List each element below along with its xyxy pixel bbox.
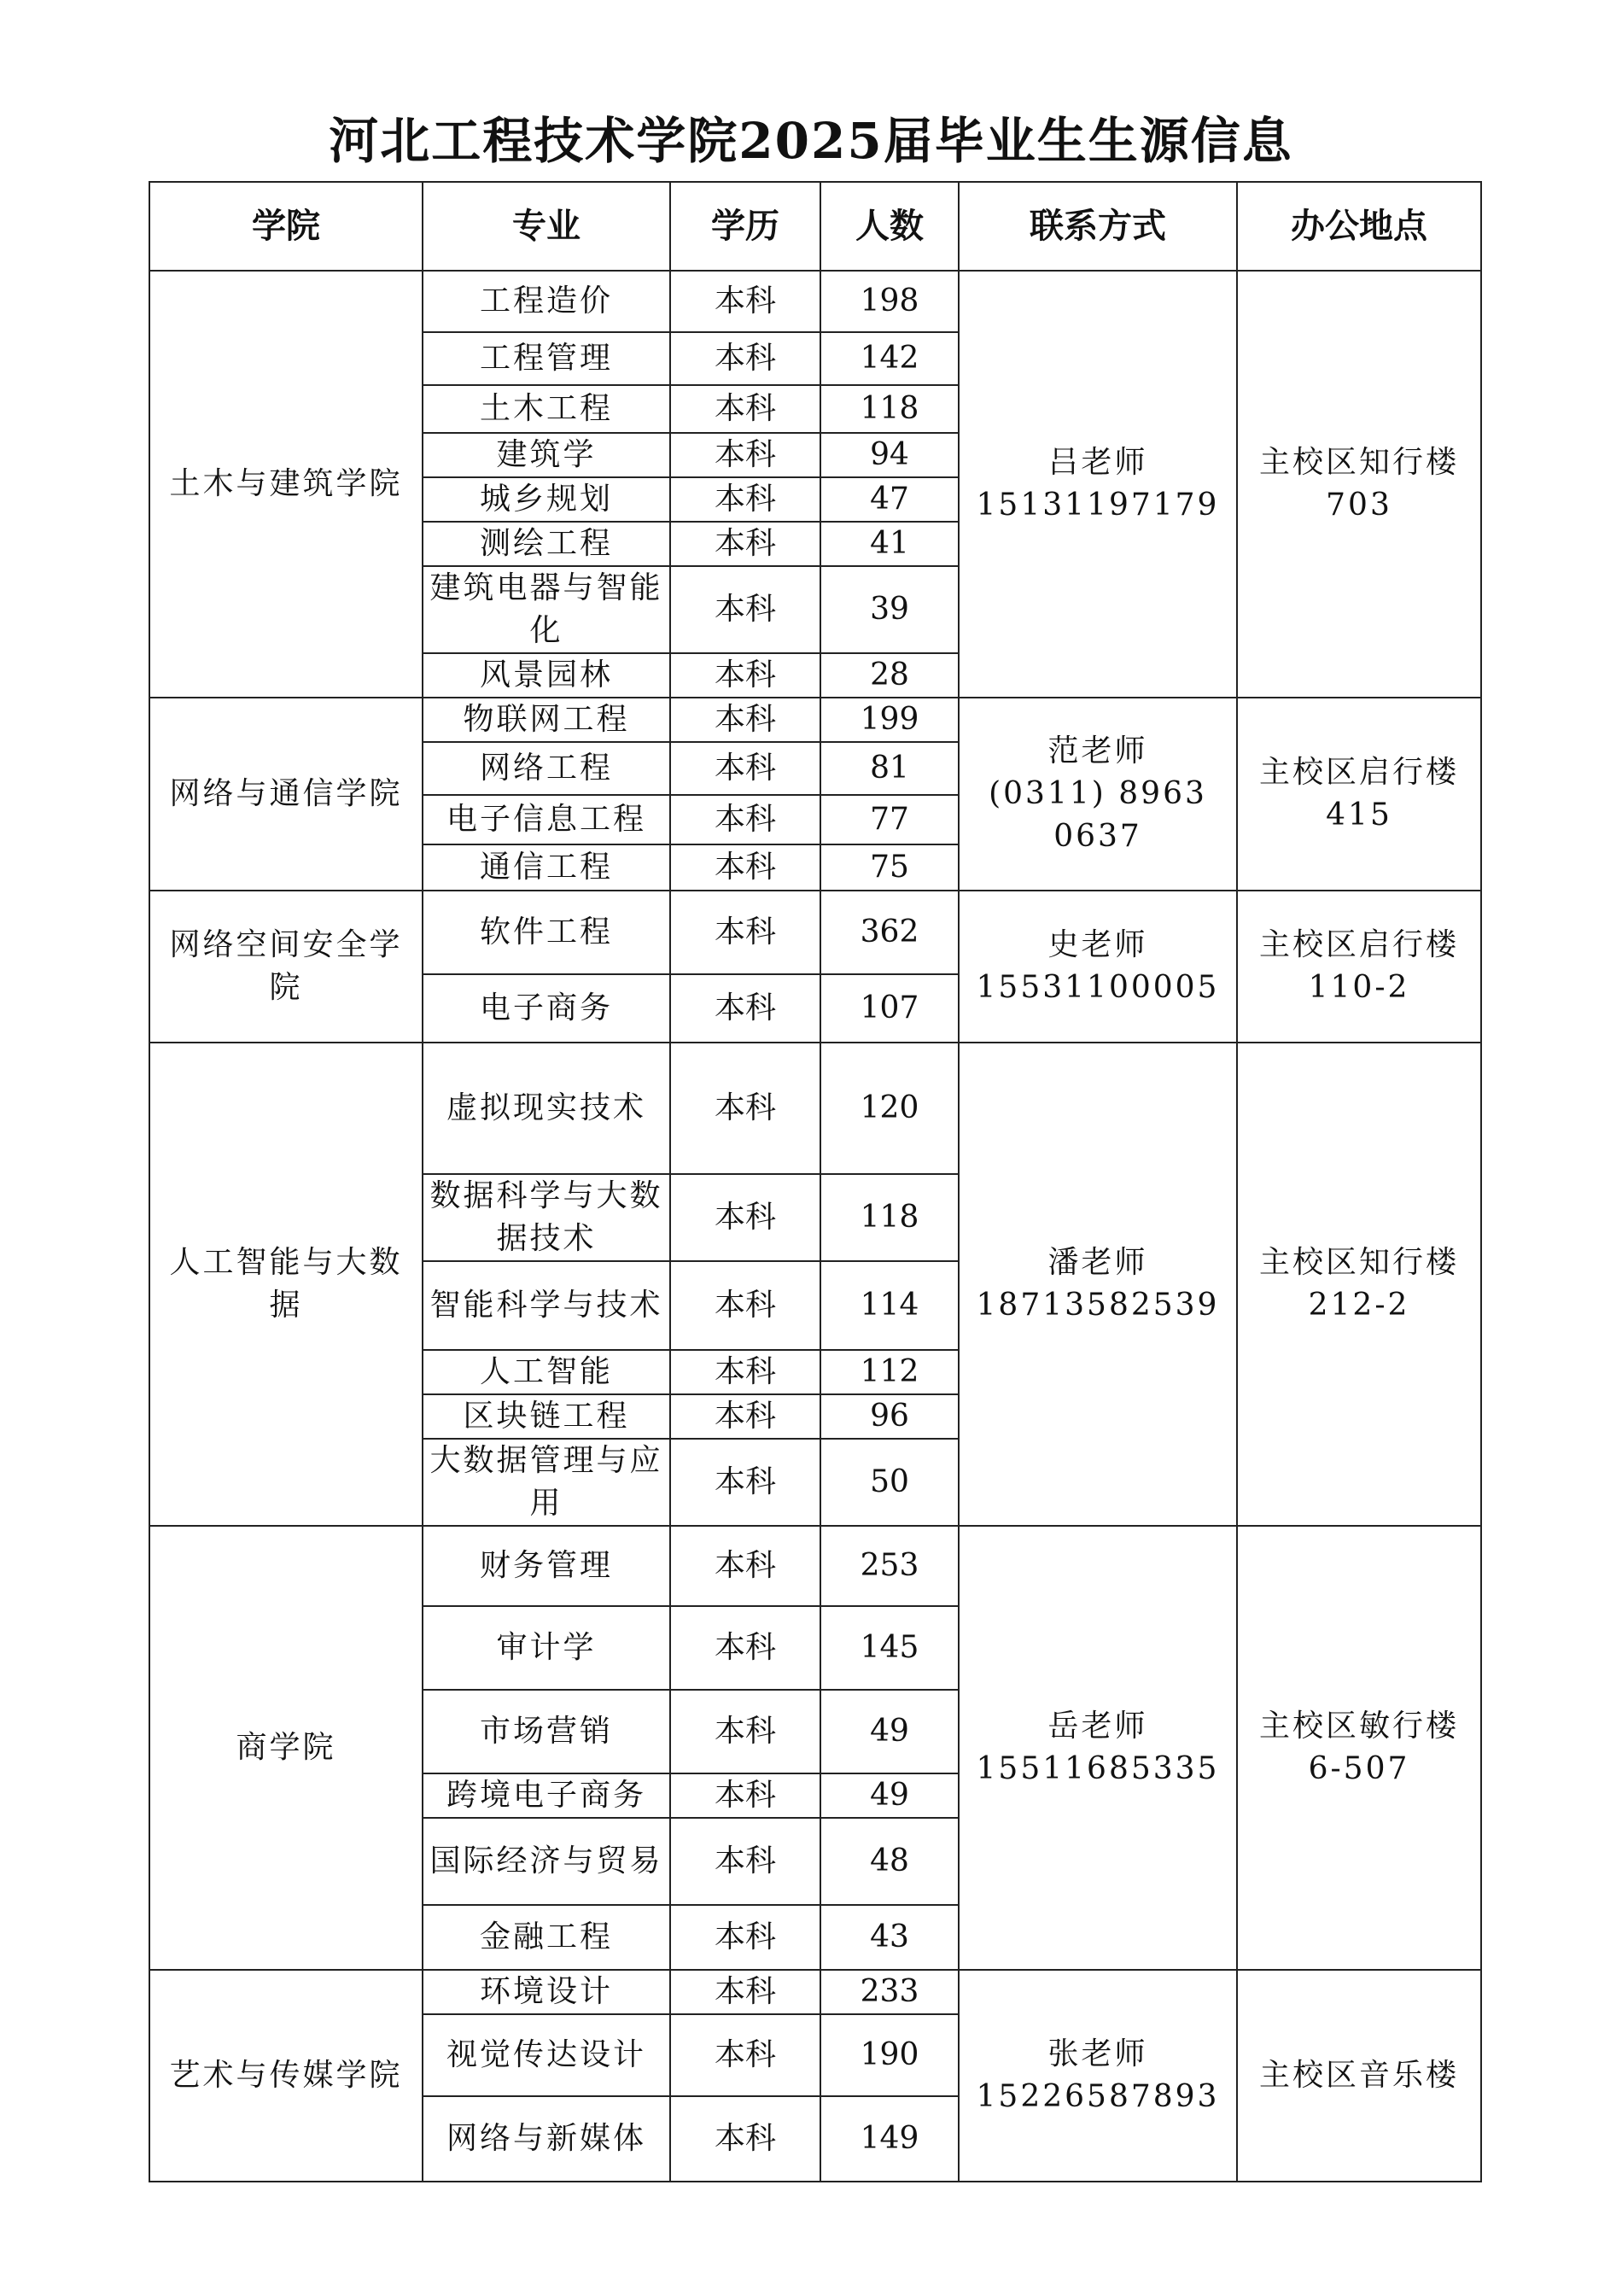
degree-cell: 本科 (670, 974, 820, 1043)
major-cell: 人工智能 (423, 1350, 670, 1394)
degree-cell: 本科 (670, 1905, 820, 1970)
count-cell: 199 (820, 698, 959, 742)
degree-cell: 本科 (670, 844, 820, 891)
office-room: 415 (1326, 797, 1392, 833)
count-cell: 142 (820, 332, 959, 385)
degree-cell: 本科 (670, 795, 820, 844)
count-cell: 41 (820, 522, 959, 566)
office-room: 6-507 (1308, 1751, 1410, 1786)
major-cell: 审计学 (423, 1606, 670, 1690)
major-cell: 网络与新媒体 (423, 2096, 670, 2182)
count-cell: 118 (820, 1174, 959, 1261)
count-cell: 77 (820, 795, 959, 844)
major-cell: 财务管理 (423, 1526, 670, 1606)
degree-cell: 本科 (670, 2096, 820, 2182)
contact-phone: 15511685335 (976, 1751, 1220, 1786)
degree-cell: 本科 (670, 566, 820, 653)
count-cell: 107 (820, 974, 959, 1043)
major-cell: 网络工程 (423, 742, 670, 795)
contact-name: 范老师 (1047, 733, 1148, 768)
degree-cell: 本科 (670, 477, 820, 522)
degree-cell: 本科 (670, 1350, 820, 1394)
major-cell: 风景园林 (423, 653, 670, 698)
table-row (149, 271, 1481, 332)
count-cell: 39 (820, 566, 959, 653)
college-cell: 网络空间安全学院 (149, 891, 423, 1043)
contact-cell (959, 1526, 1237, 1970)
office-room: 212-2 (1308, 1288, 1410, 1323)
major-cell: 区块链工程 (423, 1394, 670, 1439)
major-cell: 建筑电器与智能化 (423, 566, 670, 653)
college-cell: 艺术与传媒学院 (149, 1970, 423, 2182)
degree-cell: 本科 (670, 385, 820, 433)
count-cell: 47 (820, 477, 959, 522)
major-cell: 跨境电子商务 (423, 1773, 670, 1818)
college-cell: 网络与通信学院 (149, 698, 423, 891)
degree-cell: 本科 (670, 1773, 820, 1818)
major-cell: 建筑学 (423, 433, 670, 477)
contact-cell (959, 698, 1237, 891)
count-cell: 94 (820, 433, 959, 477)
office-room: 110-2 (1308, 970, 1410, 1005)
count-cell: 362 (820, 891, 959, 974)
contact-name: 史老师 (1047, 927, 1148, 962)
major-cell: 城乡规划 (423, 477, 670, 522)
count-cell: 198 (820, 271, 959, 332)
header-count: 人数 (820, 182, 959, 271)
degree-cell: 本科 (670, 522, 820, 566)
count-cell: 43 (820, 1905, 959, 1970)
degree-cell: 本科 (670, 332, 820, 385)
graduate-info-table (149, 181, 1482, 2182)
count-cell: 96 (820, 1394, 959, 1439)
major-cell: 软件工程 (423, 891, 670, 974)
major-cell: 通信工程 (423, 844, 670, 891)
header-office: 办公地点 (1237, 182, 1481, 271)
degree-cell: 本科 (670, 271, 820, 332)
count-cell: 81 (820, 742, 959, 795)
contact-cell (959, 891, 1237, 1043)
contact-name: 吕老师 (1047, 445, 1148, 480)
degree-cell: 本科 (670, 653, 820, 698)
count-cell: 120 (820, 1043, 959, 1174)
degree-cell: 本科 (670, 742, 820, 795)
contact-phone: 18713582539 (976, 1288, 1220, 1323)
count-cell: 112 (820, 1350, 959, 1394)
major-cell: 数据科学与大数据技术 (423, 1174, 670, 1261)
count-cell: 114 (820, 1261, 959, 1350)
graduate-table-container (149, 181, 1480, 2182)
major-cell: 大数据管理与应用 (423, 1439, 670, 1526)
header-major: 专业 (423, 182, 670, 271)
office-cell (1237, 1970, 1481, 2182)
contact-phone: 15531100005 (976, 970, 1220, 1005)
contact-name: 张老师 (1047, 2036, 1148, 2071)
office-cell (1237, 1043, 1481, 1526)
college-cell: 人工智能与大数据 (149, 1043, 423, 1526)
degree-cell: 本科 (670, 1818, 820, 1905)
degree-cell: 本科 (670, 1394, 820, 1439)
table-row (149, 1043, 1481, 1174)
table-body (149, 271, 1481, 2182)
major-cell: 智能科学与技术 (423, 1261, 670, 1350)
count-cell: 253 (820, 1526, 959, 1606)
major-cell: 国际经济与贸易 (423, 1818, 670, 1905)
degree-cell: 本科 (670, 433, 820, 477)
major-cell: 金融工程 (423, 1905, 670, 1970)
degree-cell: 本科 (670, 1174, 820, 1261)
contact-name: 岳老师 (1047, 1709, 1148, 1744)
count-cell: 75 (820, 844, 959, 891)
document-title: 河北工程技术学院2025届毕业生生源信息 (329, 112, 1293, 170)
count-cell: 48 (820, 1818, 959, 1905)
count-cell: 50 (820, 1439, 959, 1526)
office-cell (1237, 698, 1481, 891)
major-cell: 测绘工程 (423, 522, 670, 566)
office-building: 主校区知行楼 (1258, 1245, 1459, 1280)
contact-phone: (0311) 8963 0637 (989, 776, 1207, 854)
major-cell: 虚拟现实技术 (423, 1043, 670, 1174)
major-cell: 物联网工程 (423, 698, 670, 742)
header-college: 学院 (149, 182, 423, 271)
major-cell: 环境设计 (423, 1970, 670, 2014)
college-cell: 土木与建筑学院 (149, 271, 423, 698)
degree-cell: 本科 (670, 1526, 820, 1606)
major-cell: 视觉传达设计 (423, 2014, 670, 2096)
table-row (149, 698, 1481, 742)
major-cell: 工程造价 (423, 271, 670, 332)
count-cell: 49 (820, 1690, 959, 1773)
contact-phone: 15131197179 (976, 488, 1220, 523)
office-cell (1237, 1526, 1481, 1970)
office-cell (1237, 271, 1481, 698)
contact-cell (959, 1043, 1237, 1526)
office-building: 主校区启行楼 (1258, 927, 1459, 962)
degree-cell: 本科 (670, 2014, 820, 2096)
degree-cell: 本科 (670, 1690, 820, 1773)
count-cell: 49 (820, 1773, 959, 1818)
table-row (149, 1970, 1481, 2014)
header-degree: 学历 (670, 182, 820, 271)
table-row (149, 1526, 1481, 1606)
count-cell: 28 (820, 653, 959, 698)
degree-cell: 本科 (670, 891, 820, 974)
degree-cell: 本科 (670, 1261, 820, 1350)
degree-cell: 本科 (670, 1043, 820, 1174)
major-cell: 工程管理 (423, 332, 670, 385)
office-building: 主校区音乐楼 (1258, 2058, 1459, 2093)
major-cell: 电子商务 (423, 974, 670, 1043)
count-cell: 145 (820, 1606, 959, 1690)
office-building: 主校区敏行楼 (1258, 1709, 1459, 1744)
count-cell: 149 (820, 2096, 959, 2182)
office-building: 主校区启行楼 (1258, 755, 1459, 790)
contact-cell (959, 1970, 1237, 2182)
office-building: 主校区知行楼 (1258, 445, 1459, 480)
major-cell: 市场营销 (423, 1690, 670, 1773)
count-cell: 118 (820, 385, 959, 433)
degree-cell: 本科 (670, 1439, 820, 1526)
degree-cell: 本科 (670, 698, 820, 742)
count-cell: 190 (820, 2014, 959, 2096)
contact-phone: 15226587893 (976, 2079, 1220, 2114)
major-cell: 电子信息工程 (423, 795, 670, 844)
contact-cell (959, 271, 1237, 698)
degree-cell: 本科 (670, 1606, 820, 1690)
count-cell: 233 (820, 1970, 959, 2014)
header-row (149, 182, 1481, 271)
table-row (149, 891, 1481, 974)
major-cell: 土木工程 (423, 385, 670, 433)
office-cell (1237, 891, 1481, 1043)
degree-cell: 本科 (670, 1970, 820, 2014)
contact-name: 潘老师 (1047, 1245, 1148, 1280)
office-room: 703 (1326, 488, 1392, 523)
college-cell: 商学院 (149, 1526, 423, 1970)
header-contact: 联系方式 (959, 182, 1237, 271)
